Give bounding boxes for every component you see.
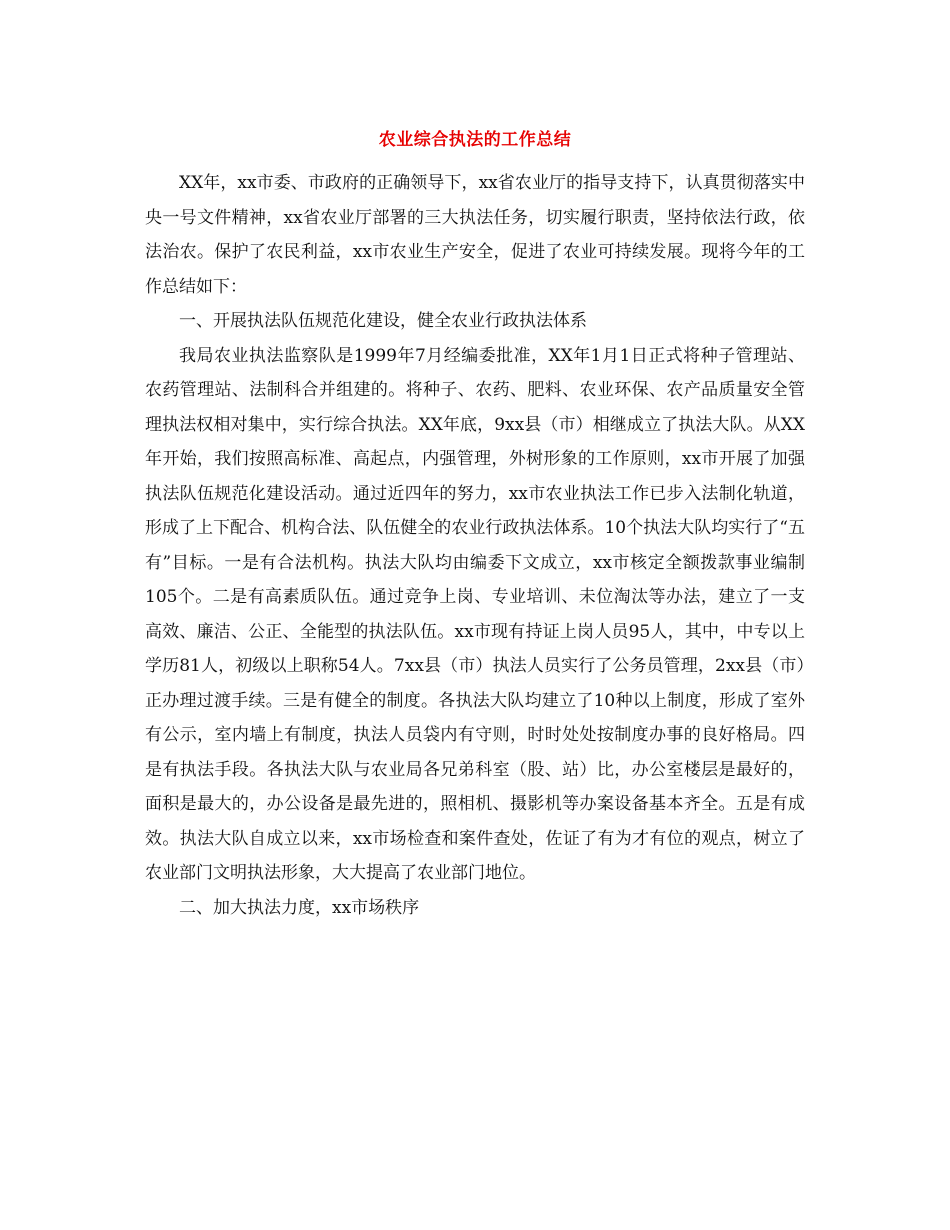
section-1-paragraph: 我局农业执法监察队是1999年7月经编委批准，XX年1月1日正式将种子管理站、农药管理站、法制科合并组建的。将种子、农药、肥料、农业环保、农产品质量安全管理执法权相对集中，实行综合执法。XX年底，9xx县（市）相继成立了执法大队。从XX年开始，我们按照高标准、高起点，内强管理，外树形象的工作原则，xx市开展了加强执法队伍规范化建设活动。通过近四年的努力，xx市农业执法工作已步入法制化轨道，形成了上下配合、机构合法、队伍健全的农业行政执法体系。10个执法大队均实行了“五有”目标。一是有合法机构。执法大队均由编委下文成立，xx市核定全额拨款事业编制105个。二是有高素质队伍。通过竞争上岗、专业培训、未位淘汰等办法，建立了一支高效、廉洁、公正、全能型的执法队伍。xx市现有持证上岗人员95人，其中，中专以上学历81人，初级以上职称54人。7xx县（市）执法人员实行了公务员管理，2xx县（市）正办理过渡手续。三是有健全的制度。各执法大队均建立了10种以上制度，形成了室外有公示，室内墙上有制度，执法人员袋内有守则，时时处处按制度办事的良好格局。四是有执法手段。各执法大队与农业局各兄弟科室（股、站）比，办公室楼层是最好的，面积是最大的，办公设备是最先进的，照相机、摄影机等办案设备基本齐全。五是有成效。执法大队自成立以来，xx市场检查和案件查处，佐证了有为才有位的观点，树立了农业部门文明执法形象，大大提高了农业部门地位。 bbox=[145, 345, 805, 883]
document-body bbox=[145, 166, 805, 925]
section-heading-1: 一、开展执法队伍规范化建设，健全农业行政执法体系 bbox=[179, 311, 587, 331]
section-heading-2: 二、加大执法力度，xx市场秩序 bbox=[179, 897, 420, 918]
document-title: 农业综合执法的工作总结 bbox=[378, 130, 572, 150]
intro-paragraph: XX年，xx市委、市政府的正确领导下，xx省农业厅的指导支持下，认真贯彻落实中央一号文件精神，xx省农业厅部署的三大执法任务，切实履行职责，坚持依法行政，依法治农。保护了农民利益，xx市农业生产安全，促进了农业可持续发展。现将今年的工作总结如下： bbox=[145, 173, 805, 297]
